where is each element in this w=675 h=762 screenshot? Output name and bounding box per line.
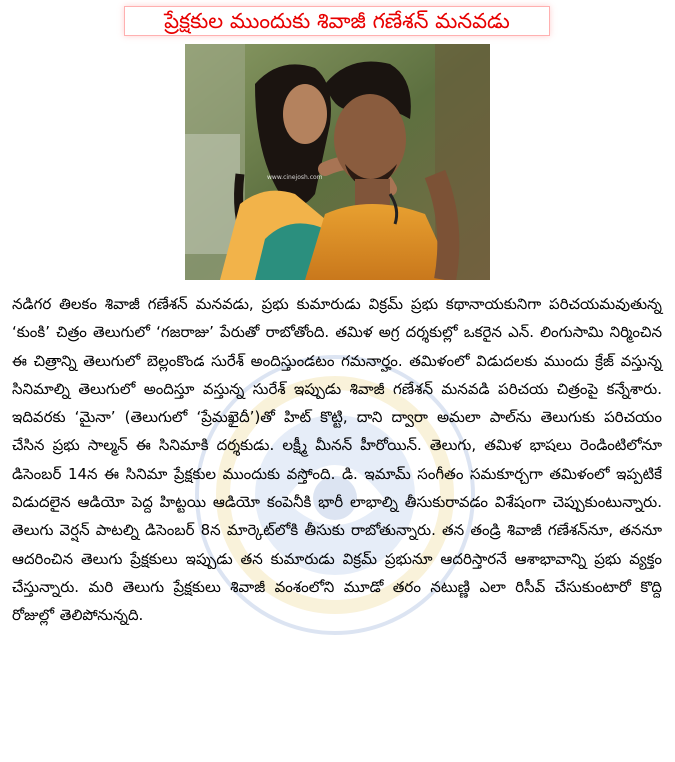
article-body: నడిగర తిలకం శివాజీ గణేశన్ మనవడు, ప్రభు కుమారుడు విక్రమ్ ప్రభు కథానాయకునిగా పరిచయమవుతున్న ‘కుంకి’ చిత్రం తెలుగులో ‘గజరాజు’ పేరుతో రాబోతోంది. తమిళ అగ్ర దర్శకుల్లో ఒకరైన ఎన్. లింగుసామి నిర్మించిన ఈ చిత్రాన్ని తెలుగులో బెల్లంకొండ సురేశ్ అందిస్తుండటం గమనార్హం. తమిళంలో విడుదలకు ముందు క్రేజ్ వస్తున్న సినిమాల్ని తెలుగులో అందిస్తూ వస్తున్న సురేశ్ ఇప్పుడు శివాజీ గణేశన్ మనవడి పరిచయ చిత్రంపై కన్నేశారు. ఇదివరకు ‘మైనా’ (తెలుగులో ‘ప్రేమఖైదీ’)తో హిట్ కొట్టి, దాని ద్వారా అమలా పాల్‌ను తెలుగుకు పరిచయం చేసిన ప్రభు సాల్మన్ ఈ సినిమాకి దర్శకుడు. లక్ష్మీ మీనన్ హీరోయిన్. తెలుగు, తమిళ భాషలు రెండింటిలోనూ డిసెంబర్ 14న ఈ సినిమా ప్రేక్షకుల ముందుకు వస్తోంది. డి. ఇమామ్ సంగీతం సమకూర్చగా తమిళంలో ఇప్పటికే విడుదలైన ఆడియో పెద్ద హిట్టయి ఆడియో కంపెనీకి భారీ లాభాల్ని తీసుకురావడం విశేషంగా చెప్పుకుంటున్నారు. తెలుగు వెర్షన్ పాటల్ని డిసెంబర్ 8న మార్కెట్‌లోకి తీసుకు రాబోతున్నారు. తన తండ్రి శివాజీ గణేశన్‌నూ, తననూ ఆదరించిన తెలుగు ప్రేక్షకులు ఇప్పుడు తన కుమారుడు విక్రమ్ ప్రభునూ ఆదరిస్తారనే ఆశాభావాన్ని ప్రభు వ్యక్తం చేస్తున్నారు. మరి తెలుగు ప్రేక్షకులు శివాజీ వంశంలోని మూడో తరం నటుణ్ణి ఎలా రిసీవ్ చేసుకుంటారో కొద్ది రోజుల్లో తెలిపోనున్నది. bbox=[12, 295, 662, 625]
svg-text:www.cinejosh.com: www.cinejosh.com bbox=[267, 174, 323, 181]
photo-illustration bbox=[185, 44, 490, 280]
article-title: ప్రేక్షకుల ముందుకు శివాజీ గణేశన్ మనవడు bbox=[164, 9, 510, 33]
article-title-box bbox=[124, 6, 550, 36]
film-still-photo bbox=[185, 44, 490, 280]
